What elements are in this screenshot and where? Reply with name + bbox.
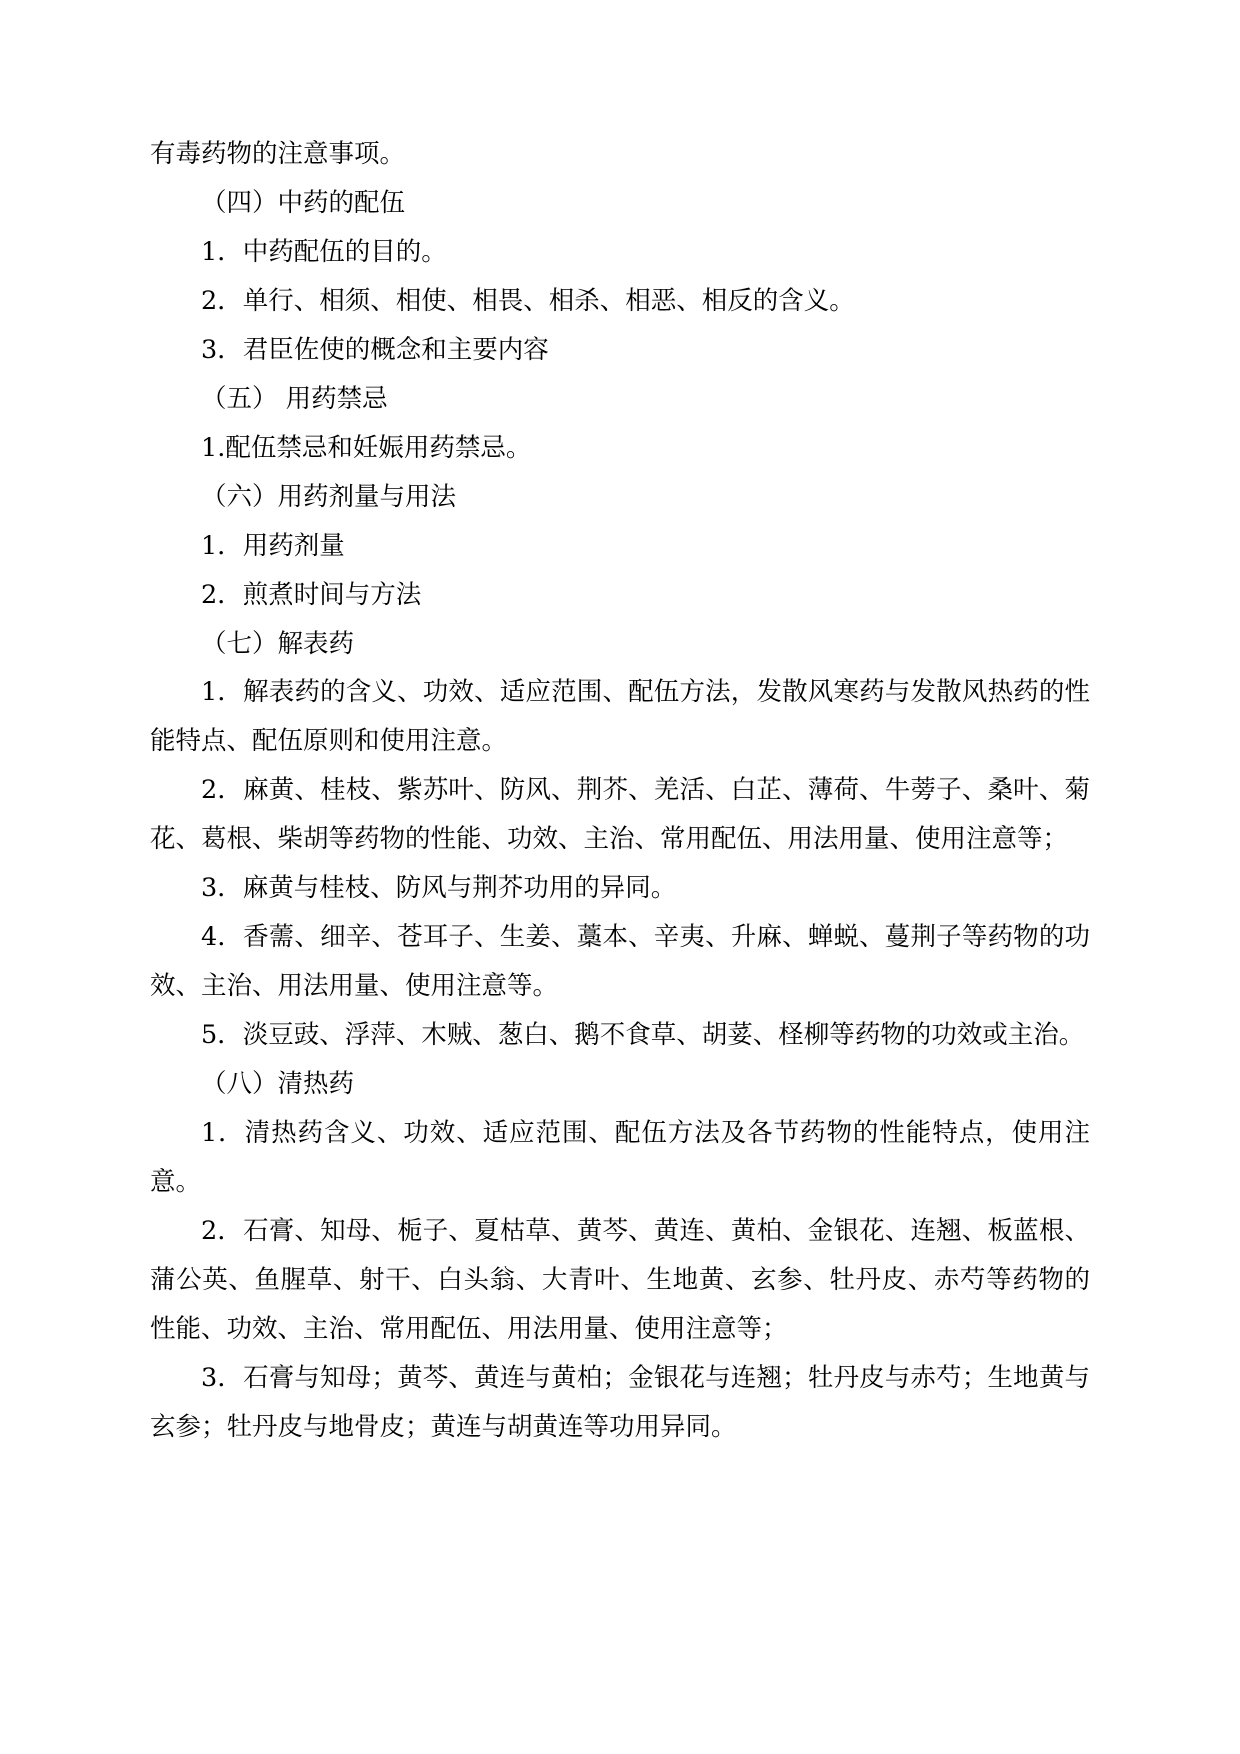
document-body	[150, 130, 1090, 1452]
paragraph: （五） 用药禁忌	[201, 383, 388, 414]
paragraph: （四）中药的配伍	[201, 187, 406, 218]
paragraph: 2．煎煮时间与方法	[201, 579, 422, 610]
paragraph: （八）清热药	[201, 1069, 355, 1100]
paragraph: （六）用药剂量与用法	[201, 481, 457, 512]
paragraph: 1．用药剂量	[201, 530, 345, 561]
paragraph: 3．君臣佐使的概念和主要内容	[201, 334, 549, 365]
paragraph: 1．解表药的含义、功效、适应范围、配伍方法，发散风寒药与发散风热药的性能特点、配伍原则和使用注意。	[150, 677, 1090, 757]
paragraph: 3．麻黄与桂枝、防风与荆芥功用的异同。	[201, 873, 677, 904]
paragraph: 2．麻黄、桂枝、紫苏叶、防风、荆芥、羌活、白芷、薄荷、牛蒡子、桑叶、菊花、葛根、柴胡等药物的性能、功效、主治、常用配伍、用法用量、使用注意等；	[150, 775, 1090, 855]
paragraph: 有毒药物的注意事项。	[150, 139, 406, 169]
paragraph: 1．清热药含义、功效、适应范围、配伍方法及各节药物的性能特点，使用注意。	[150, 1118, 1090, 1198]
paragraph: （七）解表药	[201, 628, 355, 659]
paragraph: 5．淡豆豉、浮萍、木贼、葱白、鹅不食草、胡荽、柽柳等药物的功效或主治。	[201, 1020, 1085, 1051]
paragraph: 1．中药配伍的目的。	[201, 236, 447, 267]
paragraph: 3．石膏与知母；黄芩、黄连与黄柏；金银花与连翘；牡丹皮与赤芍；生地黄与玄参；牡丹皮与地骨皮；黄连与胡黄连等功用异同。	[150, 1362, 1090, 1442]
paragraph: 1.配伍禁忌和妊娠用药禁忌。	[201, 432, 532, 463]
paragraph: 2．单行、相须、相使、相畏、相杀、相恶、相反的含义。	[201, 285, 855, 316]
paragraph: 4．香薷、细辛、苍耳子、生姜、藁本、辛夷、升麻、蝉蜕、蔓荆子等药物的功效、主治、用法用量、使用注意等。	[150, 922, 1090, 1002]
paragraph: 2．石膏、知母、栀子、夏枯草、黄芩、黄连、黄柏、金银花、连翘、板蓝根、蒲公英、鱼腥草、射干、白头翁、大青叶、生地黄、玄参、牡丹皮、赤芍等药物的性能、功效、主治、常用配伍、用法用量、使用注意等；	[150, 1215, 1090, 1344]
